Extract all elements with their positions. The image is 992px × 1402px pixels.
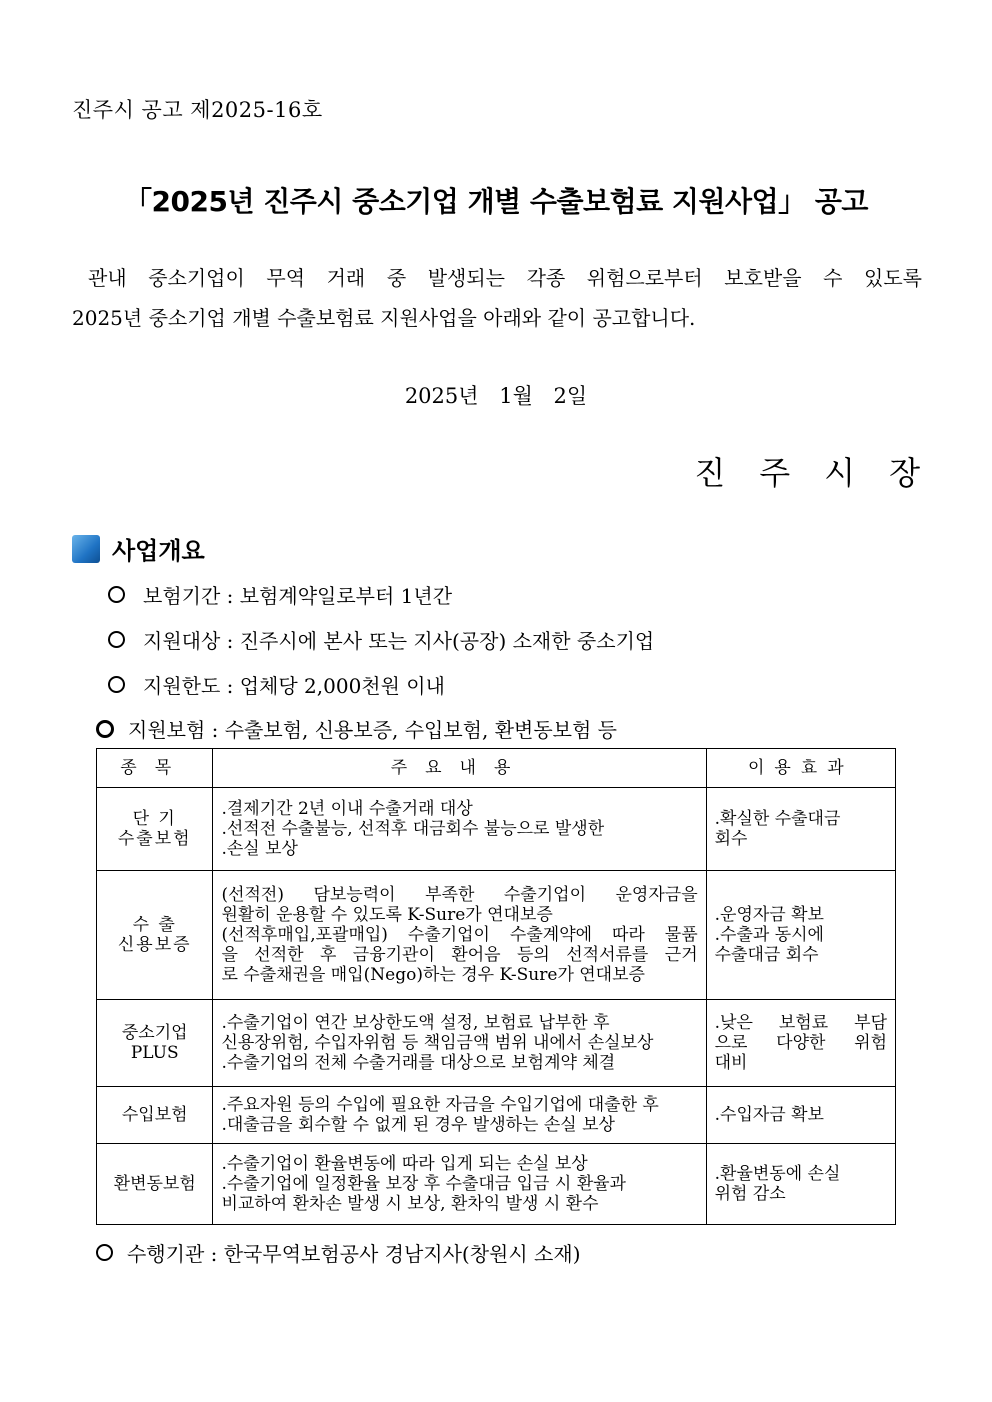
bullet-support-limit xyxy=(108,670,445,699)
content-line: . 주요자원 등의 수입에 필요한 자금을 수입기업에 대출한 후 xyxy=(221,1095,697,1115)
row-content xyxy=(213,1087,706,1144)
circle-bullet-icon xyxy=(96,720,114,738)
row-effect xyxy=(706,1087,895,1144)
effect-line: . 수출과 동시에 xyxy=(715,925,887,945)
row-category xyxy=(97,1144,213,1225)
content-line: 신용장위험, 수입자위험 등 책임금액 범위 내에서 손실보상 xyxy=(221,1033,654,1053)
content-line: 비교하여 환차손 발생 시 보상, 환차익 발생 시 환수 xyxy=(221,1194,599,1214)
section-title: 사업개요 xyxy=(112,537,205,565)
content-line: 로 수출채권을 매입(Nego)하는 경우 K-Sure가 연대보증 xyxy=(221,965,645,985)
notice-date: 2025년 1월 2일 xyxy=(404,384,588,408)
bullet-agency xyxy=(96,1238,581,1267)
row-category xyxy=(97,871,213,1000)
bullet-text: 지원한도 : 업체당 2,000천원 이내 xyxy=(143,674,445,698)
row-content xyxy=(213,871,706,1000)
table-row xyxy=(97,1000,896,1087)
category-line: 신용보증 xyxy=(117,935,192,955)
category-line: 수 출 xyxy=(132,915,177,935)
content-line: (선적전) 담보능력이 부족한 수출기업이 운영자금을 xyxy=(221,885,698,905)
category-line: PLUS xyxy=(130,1043,179,1063)
table-header-row xyxy=(97,749,896,788)
section-header xyxy=(72,531,205,566)
bullet-text: 지원보험 : 수출보험, 신용보증, 수입보험, 환변동보험 등 xyxy=(128,718,617,742)
circle-bullet-icon xyxy=(108,631,125,648)
circle-bullet-icon xyxy=(108,676,125,693)
bullet-text: 수행기관 : 한국무역보험공사 경남지사(창원시 소재) xyxy=(127,1242,581,1266)
effect-line: 위험 감소 xyxy=(714,1184,786,1204)
row-effect xyxy=(706,788,895,871)
header-effect: 이용효과 xyxy=(706,749,895,788)
intro-paragraph xyxy=(72,258,922,338)
bullet-text: 보험기간 : 보험계약일로부터 1년간 xyxy=(143,584,453,608)
category-line: 단 기 xyxy=(132,809,177,829)
content-line: 을 선적한 후 금융기관이 환어음 등의 선적서류를 근거 xyxy=(221,945,698,965)
section-square-icon xyxy=(72,535,100,563)
row-effect xyxy=(706,871,895,1000)
header-category: 종목 xyxy=(97,749,213,788)
notice-number: 진주시 공고 제2025-16호 xyxy=(72,98,323,122)
category-line: 수출보험 xyxy=(117,829,192,849)
content-line: . 결제기간 2년 이내 수출거래 대상 xyxy=(221,799,697,819)
effect-line: 대비 xyxy=(714,1053,748,1073)
header-content: 주요내용 xyxy=(213,749,706,788)
content-line: . 선적전 수출불능, 선적후 대금회수 불능으로 발생한 xyxy=(221,819,697,839)
intro-line-1: 관내 중소기업이 무역 거래 중 발생되는 각종 위험으로부터 보호받을 수 있도록 xyxy=(88,266,922,290)
row-category xyxy=(97,788,213,871)
table-row xyxy=(97,788,896,871)
content-line: . 대출금을 회수할 수 없게 된 경우 발생하는 손실 보상 xyxy=(221,1115,697,1135)
circle-bullet-icon xyxy=(96,1244,113,1261)
category-line: 중소기업 xyxy=(121,1023,188,1043)
issuer-signature: 진주시장 xyxy=(694,454,954,492)
row-content xyxy=(213,1000,706,1087)
content-line: (선적후매입,포괄매입) 수출기업이 수출계약에 따라 물품 xyxy=(221,925,698,945)
table-row xyxy=(97,1087,896,1144)
content-line: . 수출기업이 환율변동에 따라 입게 되는 손실 보상 xyxy=(221,1154,697,1174)
circle-bullet-icon xyxy=(108,586,125,603)
page-title: 「2025년 진주시 중소기업 개별 수출보험료 지원사업」 공고 xyxy=(124,185,868,218)
effect-line: . 운영자금 확보 xyxy=(715,905,887,925)
intro-line-2: 2025년 중소기업 개별 수출보험료 지원사업을 아래와 같이 공고합니다. xyxy=(72,306,696,330)
bullet-eligibility xyxy=(108,625,654,654)
table-row xyxy=(97,1144,896,1225)
bullet-supported-insurance xyxy=(96,714,617,743)
bullet-text: 지원대상 : 진주시에 본사 또는 지사(공장) 소재한 중소기업 xyxy=(143,629,655,653)
content-line: . 수출기업에 일정환율 보장 후 수출대금 입금 시 환율과 xyxy=(221,1174,697,1194)
row-category xyxy=(97,1000,213,1087)
content-line: 원활히 운용할 수 있도록 K-Sure가 연대보증 xyxy=(221,905,553,925)
category-line: 수입보험 xyxy=(121,1105,188,1125)
bullet-insurance-period xyxy=(108,580,452,609)
insurance-table xyxy=(96,748,896,1225)
row-effect xyxy=(706,1000,895,1087)
effect-line: . 낮은 보험료 부담 xyxy=(715,1013,887,1033)
category-line: 환변동보험 xyxy=(113,1174,196,1194)
effect-line: 으로 다양한 위험 xyxy=(714,1033,887,1053)
effect-line: . 확실한 수출대금 xyxy=(715,809,887,829)
effect-line: 회수 xyxy=(714,829,748,849)
row-category xyxy=(97,1087,213,1144)
effect-line: 수출대금 회수 xyxy=(714,945,819,965)
row-content xyxy=(213,788,706,871)
content-line: . 손실 보상 xyxy=(221,839,697,859)
content-line: . 수출기업이 연간 보상한도액 설정, 보험료 납부한 후 xyxy=(221,1013,697,1033)
row-content xyxy=(213,1144,706,1225)
effect-line: . 수입자금 확보 xyxy=(715,1105,887,1125)
table-row xyxy=(97,871,896,1000)
content-line: . 수출기업의 전체 수출거래를 대상으로 보험계약 체결 xyxy=(221,1053,697,1073)
row-effect xyxy=(706,1144,895,1225)
effect-line: . 환율변동에 손실 xyxy=(715,1164,887,1184)
